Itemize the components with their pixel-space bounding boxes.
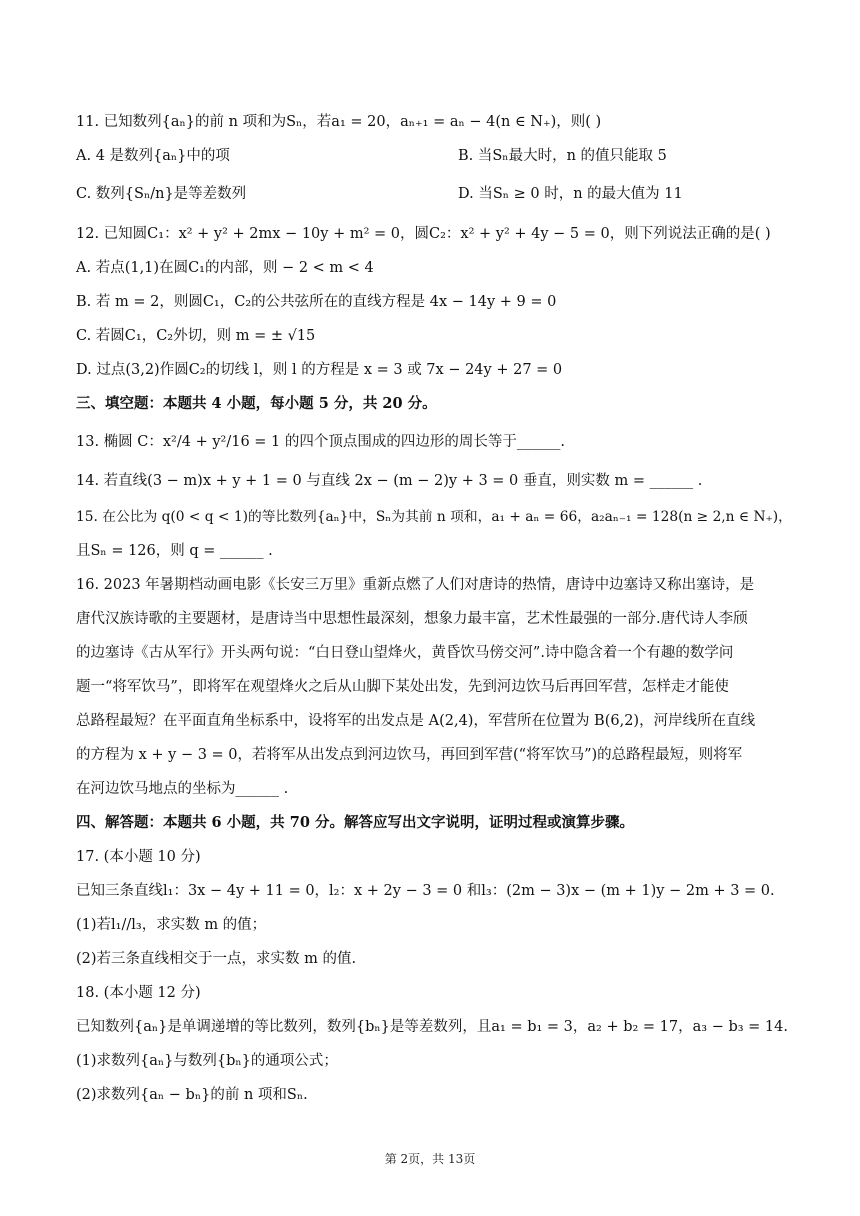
q18-part1: (1)求数列{aₙ}与数列{bₙ}的通项公式；	[76, 1053, 338, 1069]
q18-stem: 已知数列{aₙ}是单调递增的等比数列，数列{bₙ}是等差数列，且a₁ = b₁ = 3，a₂ + b₂ = 17，a₃ − b₃ = 14.	[76, 1019, 788, 1035]
q11-options-row1	[76, 146, 800, 166]
page-footer: 第 2页，共 13页	[384, 1152, 476, 1166]
q16-line6: 的方程为 x + y − 3 = 0，若将军从出发点到河边饮马，再回到军营(“将军饮马”)的总路程最短，则将军	[76, 747, 743, 763]
q17-part2: (2)若三条直线相交于一点，求实数 m 的值.	[76, 951, 357, 967]
q12-stem: 12. 已知圆C₁：x² + y² + 2mx − 10y + m² = 0，圆C₂：x² + y² + 4y − 5 = 0，则下列说法正确的是( )	[76, 226, 771, 242]
q17-part1: (1)若l₁//l₃，求实数 m 的值；	[76, 917, 267, 933]
q11-option-b: B. 当Sₙ最大时，n 的值只能取 5	[458, 148, 667, 164]
q17-heading: 17. (本小题 10 分)	[76, 849, 201, 865]
q11-option-a: A. 4 是数列{aₙ}中的项	[76, 148, 230, 164]
q12-option-c: C. 若圆C₁，C₂外切，则 m = ± √15	[76, 328, 316, 344]
section-solutions-heading: 四、解答题：本题共 6 小题，共 70 分。解答应写出文字说明，证明过程或演算步骤。	[76, 814, 634, 831]
q16-line2: 唐代汉族诗歌的主要题材，是唐诗当中思想性最深刻，想象力最丰富，艺术性最强的一部分.唐代诗人李颀	[76, 611, 748, 627]
q11-option-c: C. 数列{Sₙ/n}是等差数列	[76, 186, 247, 202]
section-fill-in-heading: 三、填空题：本题共 4 小题，每小题 5 分，共 20 分。	[76, 395, 437, 412]
q13: 13. 椭圆 C：x²/4 + y²/16 = 1 的四个顶点围成的四边形的周长等于______.	[76, 434, 565, 450]
q16-line5: 总路程最短？在平面直角坐标系中，设将军的出发点是 A(2,4)，军营所在位置为 B(6,2)，河岸线所在直线	[76, 713, 756, 729]
q12-option-d: D. 过点(3,2)作圆C₂的切线 l，则 l 的方程是 x = 3 或 7x − 24y + 27 = 0	[76, 362, 563, 378]
q15-line1: 15. 在公比为 q(0 < q < 1)的等比数列{aₙ}中，Sₙ为其前 n 项和，a₁ + aₙ = 66，a₂aₙ₋₁ = 128(n ≥ 2,n ∈ N₊)，	[76, 509, 792, 525]
q11-option-d: D. 当Sₙ ≥ 0 时，n 的最大值为 11	[458, 186, 683, 202]
q16-line7: 在河边饮马地点的坐标为______ .	[76, 781, 289, 797]
q12-option-a: A. 若点(1,1)在圆C₁的内部，则 − 2 < m < 4	[76, 260, 374, 276]
q11-options-row2	[76, 184, 800, 204]
q16-line4: 题一“将军饮马”，即将军在观望烽火之后从山脚下某处出发，先到河边饮马后再回军营，怎样走才能使	[76, 679, 729, 695]
q15-line2: 且Sₙ = 126，则 q = ______ .	[76, 543, 273, 559]
q18-heading: 18. (本小题 12 分)	[76, 985, 201, 1001]
q17-stem: 已知三条直线l₁：3x − 4y + 11 = 0，l₂：x + 2y − 3 = 0 和l₃：(2m − 3)x − (m + 1)y − 2m + 3 = 0.	[76, 883, 775, 899]
q11-stem: 11. 已知数列{aₙ}的前 n 项和为Sₙ，若a₁ = 20，aₙ₊₁ = aₙ − 4(n ∈ N₊)，则( )	[76, 114, 602, 130]
q12-option-b: B. 若 m = 2，则圆C₁，C₂的公共弦所在的直线方程是 4x − 14y + 9 = 0	[76, 294, 557, 310]
q16-line3: 的边塞诗《古从军行》开头两句说：“白日登山望烽火，黄昏饮马傍交河”.诗中隐含着一个有趣的数学问	[76, 645, 734, 661]
q16-line1: 16. 2023 年暑期档动画电影《长安三万里》重新点燃了人们对唐诗的热情，唐诗中边塞诗又称出塞诗，是	[76, 577, 755, 593]
q14: 14. 若直线(3 − m)x + y + 1 = 0 与直线 2x − (m − 2)y + 3 = 0 垂直，则实数 m = ______ .	[76, 473, 703, 489]
q18-part2: (2)求数列{aₙ − bₙ}的前 n 项和Sₙ.	[76, 1087, 308, 1103]
